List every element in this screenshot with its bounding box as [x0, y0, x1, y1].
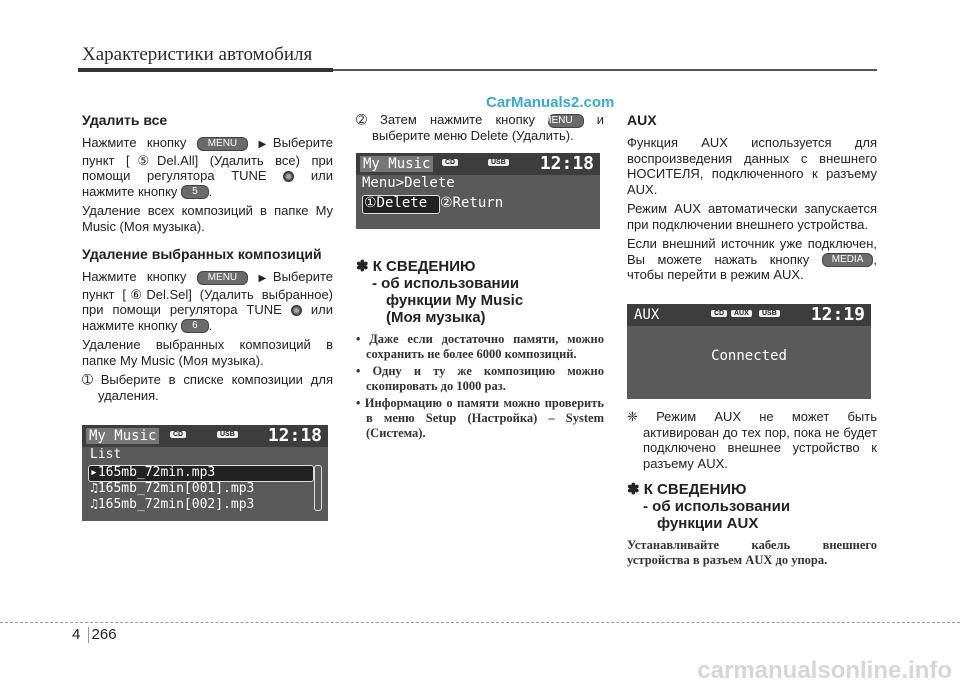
notice-line: - об использовании — [372, 275, 520, 292]
header-rule-dark — [78, 68, 333, 72]
notice-aux-text: Устанавливайте кабель внешнего устройства в разъем AUX до упора. — [627, 538, 877, 567]
bottom-watermark: carmanualsonline.info — [697, 657, 952, 684]
cd-badge: CD — [711, 310, 727, 317]
paragraph: Режим AUX автоматически запускается при подключении внешнего устройства. — [627, 201, 877, 232]
paragraph — [627, 236, 877, 283]
notice-line: - об использовании — [643, 498, 791, 515]
text: Нажмите кнопку — [82, 135, 187, 150]
paragraph: Нажмите кнопку MENU ▶Выберите пункт [⑤Del.All] (Удалить все) при помощи регулятора TUNE или нажмите кнопку 5 . — [82, 135, 334, 199]
notice-line: функции AUX — [657, 515, 759, 532]
footer-rule — [0, 622, 960, 623]
notice-line: (Моя музыка) — [386, 309, 486, 326]
page-number — [72, 626, 117, 643]
screen-aux — [627, 304, 871, 399]
arrow-right-icon: ▶ — [258, 273, 273, 285]
text: Del.All] (Удалить все) при помощи регулятора TUNE — [82, 152, 334, 183]
footer-divider — [88, 627, 89, 643]
number-5-icon: ⑤ — [129, 152, 158, 168]
bullet-item: • Информацию о памяти можно проверить в меню Setup (Настройка) – System (Система). — [356, 396, 604, 440]
aux-status: Connected — [711, 348, 787, 364]
section-title-aux: AUX — [627, 112, 657, 128]
paragraph: Функция AUX используется для воспроизведения данных с внешнего НОСИТЕЛЯ, подключенного к разъему AUX. — [627, 135, 877, 197]
clock: 12:18 — [267, 425, 322, 446]
option-delete: ①Delete — [364, 195, 428, 211]
text: Del.Sel] (Удалить выбранное) при помощи регулятора TUNE — [82, 286, 334, 318]
header-rule-light — [333, 69, 877, 71]
screen-menu-delete — [356, 153, 600, 229]
numbered-item: ➀ Выберите в списке композиции для удаления. — [82, 372, 333, 403]
column-left — [82, 112, 333, 407]
song-row: ▸165mb_72min.mp3 — [90, 465, 216, 480]
song-row: ♫165mb_72min[002].mp3 — [90, 497, 255, 512]
bullet-item: • Даже если достаточно памяти, можно сохранить не более 6000 композиций. — [356, 332, 604, 361]
song-list — [90, 465, 254, 513]
scrollbar — [314, 465, 322, 511]
usb-badge: USB — [488, 159, 509, 166]
bullet-item: • Одну и ту же композицию можно скопировать до 1000 раз. — [356, 364, 604, 393]
aux-note: ❈ Режим AUX не может быть активирован до тех пор, пока не будет подключено внешнее устройство к разъему AUX. — [627, 409, 877, 471]
button-6-icon: 6 — [181, 319, 209, 333]
notice-line: ✽ К СВЕДЕНИЮ — [356, 258, 476, 275]
text: Нажмите кнопку — [82, 269, 187, 285]
text: или нажмите кнопку — [82, 302, 333, 333]
menu-button-icon: MENU — [548, 114, 583, 128]
screen-my-music-list — [82, 425, 328, 521]
menu-path: Menu>Delete — [362, 175, 455, 191]
paragraph: Удаление всех композиций в папке My Music (Моя музыка). — [82, 203, 333, 234]
text: ➁ Затем нажмите кнопку — [356, 112, 535, 127]
list-label: List — [90, 447, 122, 462]
watermark: CarManuals2.com — [486, 94, 615, 111]
screen-app-label: My Music — [360, 156, 433, 172]
option-return: ②Return — [440, 195, 504, 211]
tune-knob-icon — [283, 171, 294, 182]
notice-aux — [627, 481, 877, 532]
usb-badge: USB — [759, 310, 780, 317]
clock: 12:18 — [539, 153, 594, 174]
numbered-item — [356, 112, 604, 143]
cd-badge: CD — [442, 159, 458, 166]
paragraph: Нажмите кнопку MENU ▶Выберите пункт [⑥Del.Sel] (Удалить выбранное) при помощи регулятора TUNE или нажмите кнопку 6 . — [82, 269, 334, 333]
text: и выберите меню Delete (Удалить). — [372, 112, 604, 143]
notice-line: функции My Music — [386, 292, 524, 309]
column-middle — [356, 112, 604, 147]
menu-button-icon: MENU — [197, 137, 248, 151]
section-title-delete-all: Удалить все — [82, 112, 168, 128]
screen-topbar — [627, 304, 871, 326]
aux-badge: AUX — [731, 310, 752, 317]
tune-knob-icon — [291, 305, 302, 316]
text: Если внешний источник уже подключен, Вы можете нажать кнопку — [627, 236, 877, 267]
paragraph: Удаление выбранных композиций в папке My Music (Моя музыка). — [82, 337, 333, 368]
button-5-icon: 5 — [181, 185, 209, 199]
section-title-delete-selected: Удаление выбранных композиций — [82, 246, 322, 263]
notice-my-music — [356, 258, 604, 443]
clock: 12:19 — [810, 304, 865, 325]
column-right — [627, 112, 877, 287]
text: , чтобы перейти в режим AUX. — [627, 251, 877, 283]
page-num: 266 — [91, 626, 117, 643]
text: или нажмите кнопку — [82, 168, 333, 199]
number-6-icon: ⑥ — [126, 286, 147, 302]
text: Выберите пункт [ — [82, 135, 333, 168]
screen-topbar — [82, 425, 328, 447]
screen-app-label: AUX — [634, 307, 660, 323]
song-row: ♫165mb_72min[001].mp3 — [90, 481, 255, 496]
arrow-right-icon: ▶ — [258, 139, 273, 150]
screen-app-label: My Music — [86, 428, 159, 444]
notice-line: ✽ К СВЕДЕНИЮ — [627, 481, 747, 498]
usb-badge: USB — [217, 431, 238, 438]
section-number: 4 — [72, 626, 81, 643]
menu-button-icon: MENU — [197, 271, 248, 285]
notice-title — [356, 258, 604, 326]
cd-badge: CD — [170, 431, 186, 438]
media-button-icon: MEDIA — [822, 253, 874, 267]
aux-note-block — [627, 409, 877, 572]
screen-topbar — [356, 153, 600, 175]
page-header-title: Характеристики автомобиля — [82, 44, 313, 65]
text: Выберите пункт [ — [82, 269, 333, 302]
notice-bullets — [356, 332, 604, 441]
